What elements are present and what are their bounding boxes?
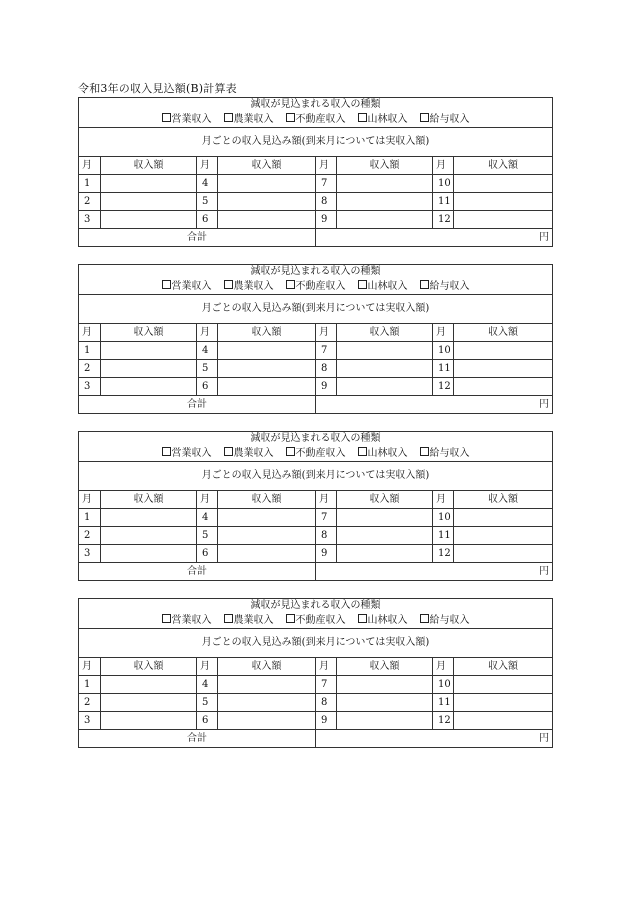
income-type-option[interactable] — [358, 448, 408, 459]
checkbox-icon[interactable] — [358, 280, 367, 289]
income-type-option[interactable] — [224, 114, 274, 125]
month-number: 11 — [433, 694, 454, 712]
month-column-header: 月 — [316, 324, 337, 342]
income-type-label: 給与収入 — [429, 113, 470, 125]
month-number: 10 — [433, 676, 454, 694]
month-number: 6 — [197, 712, 218, 730]
income-type-header: 減収が見込まれる収入の種類 — [79, 432, 553, 446]
amount-column-header: 収入額 — [454, 658, 553, 676]
checkbox-icon[interactable] — [162, 447, 171, 456]
month-column-header: 月 — [79, 324, 101, 342]
income-type-options — [79, 612, 553, 629]
month-number: 9 — [316, 211, 337, 229]
income-type-label: 営業収入 — [171, 113, 212, 125]
month-number: 2 — [79, 527, 101, 545]
amount-column-header: 収入額 — [101, 658, 197, 676]
amount-column-header: 収入額 — [218, 324, 316, 342]
month-row — [79, 676, 553, 694]
amount-input-cell[interactable] — [337, 676, 433, 694]
income-type-option[interactable] — [358, 114, 408, 125]
amount-column-header: 収入額 — [218, 491, 316, 509]
month-column-header: 月 — [197, 324, 218, 342]
income-type-option[interactable] — [162, 114, 212, 125]
month-column-header: 月 — [79, 491, 101, 509]
month-number: 4 — [197, 175, 218, 193]
checkbox-icon[interactable] — [358, 614, 367, 623]
income-type-label: 農業収入 — [233, 280, 274, 292]
amount-input-cell[interactable] — [218, 378, 316, 396]
income-type-option[interactable] — [162, 448, 212, 459]
amount-column-header: 収入額 — [337, 491, 433, 509]
month-number: 2 — [79, 193, 101, 211]
month-row — [79, 694, 553, 712]
amount-input-cell[interactable] — [218, 175, 316, 193]
amount-input-cell[interactable] — [101, 211, 197, 229]
amount-input-cell[interactable] — [337, 712, 433, 730]
income-table — [78, 97, 553, 247]
month-number: 10 — [433, 342, 454, 360]
month-number: 9 — [316, 378, 337, 396]
monthly-amount-title: 月ごとの収入見込み額(到来月については実収入額) — [79, 629, 553, 658]
checkbox-icon[interactable] — [162, 614, 171, 623]
month-number: 5 — [197, 193, 218, 211]
income-type-option[interactable] — [286, 281, 346, 292]
amount-input-cell[interactable] — [454, 360, 553, 378]
column-header-row — [79, 491, 553, 509]
month-row — [79, 193, 553, 211]
amount-column-header: 収入額 — [101, 491, 197, 509]
income-type-option[interactable] — [162, 281, 212, 292]
checkbox-icon[interactable] — [358, 447, 367, 456]
total-label: 合計 — [79, 396, 316, 414]
checkbox-icon[interactable] — [420, 113, 429, 122]
income-type-option[interactable] — [420, 114, 470, 125]
month-column-header: 月 — [433, 658, 454, 676]
month-number: 12 — [433, 211, 454, 229]
month-number: 1 — [79, 509, 101, 527]
amount-input-cell[interactable] — [101, 342, 197, 360]
month-number: 6 — [197, 211, 218, 229]
amount-input-cell[interactable] — [218, 193, 316, 211]
amount-input-cell[interactable] — [337, 378, 433, 396]
month-number: 11 — [433, 360, 454, 378]
income-type-option[interactable] — [420, 281, 470, 292]
amount-input-cell[interactable] — [337, 193, 433, 211]
income-type-label: 不動産収入 — [295, 280, 346, 292]
amount-column-header: 収入額 — [337, 157, 433, 175]
income-calculation-form — [78, 97, 552, 247]
amount-input-cell[interactable] — [337, 509, 433, 527]
income-type-label: 不動産収入 — [295, 113, 346, 125]
amount-input-cell[interactable] — [454, 211, 553, 229]
month-number: 9 — [316, 545, 337, 563]
month-row — [79, 712, 553, 730]
month-number: 3 — [79, 211, 101, 229]
month-number: 7 — [316, 676, 337, 694]
amount-input-cell[interactable] — [101, 694, 197, 712]
month-number: 3 — [79, 545, 101, 563]
income-calculation-form — [78, 264, 552, 414]
month-number: 4 — [197, 509, 218, 527]
month-number: 7 — [316, 342, 337, 360]
month-column-header: 月 — [79, 157, 101, 175]
amount-input-cell[interactable] — [218, 360, 316, 378]
amount-input-cell[interactable] — [454, 712, 553, 730]
month-column-header: 月 — [433, 324, 454, 342]
month-number: 7 — [316, 175, 337, 193]
total-amount-cell[interactable]: 円 — [316, 396, 553, 414]
amount-input-cell[interactable] — [454, 527, 553, 545]
income-type-label: 山林収入 — [367, 280, 408, 292]
income-type-label: 山林収入 — [367, 614, 408, 626]
amount-input-cell[interactable] — [101, 676, 197, 694]
total-label: 合計 — [79, 730, 316, 748]
month-column-header: 月 — [433, 157, 454, 175]
month-number: 1 — [79, 676, 101, 694]
month-number: 1 — [79, 175, 101, 193]
amount-input-cell[interactable] — [337, 211, 433, 229]
amount-input-cell[interactable] — [218, 509, 316, 527]
income-type-option[interactable] — [286, 448, 346, 459]
month-row — [79, 342, 553, 360]
month-number: 4 — [197, 676, 218, 694]
amount-input-cell[interactable] — [337, 342, 433, 360]
month-number: 3 — [79, 378, 101, 396]
month-number: 12 — [433, 378, 454, 396]
month-number: 8 — [316, 527, 337, 545]
month-column-header: 月 — [316, 157, 337, 175]
income-type-option[interactable] — [358, 281, 408, 292]
month-number: 4 — [197, 342, 218, 360]
amount-input-cell[interactable] — [337, 360, 433, 378]
month-number: 11 — [433, 193, 454, 211]
amount-input-cell[interactable] — [218, 676, 316, 694]
checkbox-icon[interactable] — [224, 280, 233, 289]
amount-input-cell[interactable] — [218, 545, 316, 563]
amount-column-header: 収入額 — [218, 658, 316, 676]
column-header-row — [79, 658, 553, 676]
amount-input-cell[interactable] — [218, 527, 316, 545]
income-calculation-form — [78, 598, 552, 748]
amount-input-cell[interactable] — [454, 694, 553, 712]
month-row — [79, 211, 553, 229]
income-type-options — [79, 445, 553, 462]
month-number: 11 — [433, 527, 454, 545]
amount-column-header: 収入額 — [337, 658, 433, 676]
month-number: 10 — [433, 509, 454, 527]
amount-input-cell[interactable] — [101, 545, 197, 563]
amount-column-header: 収入額 — [337, 324, 433, 342]
income-table — [78, 431, 553, 581]
checkbox-icon[interactable] — [286, 280, 295, 289]
month-number: 2 — [79, 694, 101, 712]
month-row — [79, 175, 553, 193]
month-number: 9 — [316, 712, 337, 730]
amount-input-cell[interactable] — [454, 193, 553, 211]
month-number: 6 — [197, 545, 218, 563]
month-row — [79, 527, 553, 545]
income-type-option[interactable] — [224, 448, 274, 459]
amount-input-cell[interactable] — [337, 545, 433, 563]
income-type-option[interactable] — [224, 615, 274, 626]
income-type-option[interactable] — [358, 615, 408, 626]
month-number: 3 — [79, 712, 101, 730]
amount-input-cell[interactable] — [337, 527, 433, 545]
income-type-header: 減収が見込まれる収入の種類 — [79, 265, 553, 279]
amount-input-cell[interactable] — [218, 694, 316, 712]
income-type-header: 減収が見込まれる収入の種類 — [79, 98, 553, 112]
month-column-header: 月 — [433, 491, 454, 509]
income-type-label: 営業収入 — [171, 280, 212, 292]
amount-input-cell[interactable] — [454, 545, 553, 563]
month-number: 12 — [433, 545, 454, 563]
amount-input-cell[interactable] — [101, 509, 197, 527]
checkbox-icon[interactable] — [420, 614, 429, 623]
income-type-options — [79, 111, 553, 128]
month-number: 8 — [316, 193, 337, 211]
amount-input-cell[interactable] — [218, 712, 316, 730]
income-type-label: 給与収入 — [429, 447, 470, 459]
amount-column-header: 収入額 — [454, 324, 553, 342]
checkbox-icon[interactable] — [224, 614, 233, 623]
checkbox-icon[interactable] — [420, 280, 429, 289]
checkbox-icon[interactable] — [286, 113, 295, 122]
month-column-header: 月 — [316, 658, 337, 676]
amount-input-cell[interactable] — [101, 193, 197, 211]
income-type-label: 給与収入 — [429, 614, 470, 626]
page-title: 令和3年の収入見込額(B)計算表 — [78, 82, 237, 95]
month-number: 5 — [197, 527, 218, 545]
month-number: 8 — [316, 694, 337, 712]
month-column-header: 月 — [197, 491, 218, 509]
income-type-option[interactable] — [420, 615, 470, 626]
amount-input-cell[interactable] — [218, 211, 316, 229]
monthly-amount-title: 月ごとの収入見込み額(到来月については実収入額) — [79, 462, 553, 491]
amount-input-cell[interactable] — [101, 527, 197, 545]
checkbox-icon[interactable] — [286, 447, 295, 456]
amount-input-cell[interactable] — [218, 342, 316, 360]
amount-input-cell[interactable] — [101, 175, 197, 193]
income-type-label: 農業収入 — [233, 113, 274, 125]
checkbox-icon[interactable] — [358, 113, 367, 122]
total-amount-cell[interactable]: 円 — [316, 229, 553, 247]
amount-column-header: 収入額 — [454, 157, 553, 175]
amount-input-cell[interactable] — [454, 509, 553, 527]
month-number: 10 — [433, 175, 454, 193]
column-header-row — [79, 157, 553, 175]
month-number: 2 — [79, 360, 101, 378]
amount-input-cell[interactable] — [454, 342, 553, 360]
income-type-option[interactable] — [162, 615, 212, 626]
amount-column-header: 収入額 — [218, 157, 316, 175]
income-type-label: 不動産収入 — [295, 614, 346, 626]
income-type-label: 農業収入 — [233, 447, 274, 459]
income-calculation-form — [78, 431, 552, 581]
income-type-label: 営業収入 — [171, 614, 212, 626]
total-amount-cell[interactable]: 円 — [316, 730, 553, 748]
income-type-label: 山林収入 — [367, 447, 408, 459]
amount-input-cell[interactable] — [101, 360, 197, 378]
month-number: 5 — [197, 360, 218, 378]
checkbox-icon[interactable] — [224, 447, 233, 456]
amount-input-cell[interactable] — [337, 175, 433, 193]
income-table — [78, 264, 553, 414]
month-row — [79, 509, 553, 527]
checkbox-icon[interactable] — [286, 614, 295, 623]
total-amount-cell[interactable]: 円 — [316, 563, 553, 581]
month-column-header: 月 — [197, 157, 218, 175]
month-number: 12 — [433, 712, 454, 730]
forms-container — [78, 97, 552, 765]
income-type-options — [79, 278, 553, 295]
checkbox-icon[interactable] — [224, 113, 233, 122]
total-label: 合計 — [79, 563, 316, 581]
month-column-header: 月 — [79, 658, 101, 676]
income-type-label: 不動産収入 — [295, 447, 346, 459]
income-type-header: 減収が見込まれる収入の種類 — [79, 599, 553, 613]
amount-input-cell[interactable] — [101, 712, 197, 730]
month-column-header: 月 — [316, 491, 337, 509]
amount-input-cell[interactable] — [454, 175, 553, 193]
income-type-option[interactable] — [286, 114, 346, 125]
total-label: 合計 — [79, 229, 316, 247]
monthly-amount-title: 月ごとの収入見込み額(到来月については実収入額) — [79, 295, 553, 324]
month-number: 7 — [316, 509, 337, 527]
income-type-option[interactable] — [224, 281, 274, 292]
income-type-label: 山林収入 — [367, 113, 408, 125]
month-number: 6 — [197, 378, 218, 396]
amount-column-header: 収入額 — [101, 157, 197, 175]
month-row — [79, 378, 553, 396]
amount-input-cell[interactable] — [454, 676, 553, 694]
income-type-option[interactable] — [286, 615, 346, 626]
month-row — [79, 360, 553, 378]
checkbox-icon[interactable] — [162, 113, 171, 122]
income-type-label: 給与収入 — [429, 280, 470, 292]
amount-column-header: 収入額 — [101, 324, 197, 342]
checkbox-icon[interactable] — [420, 447, 429, 456]
income-type-option[interactable] — [420, 448, 470, 459]
month-number: 1 — [79, 342, 101, 360]
income-type-label: 営業収入 — [171, 447, 212, 459]
amount-input-cell[interactable] — [101, 378, 197, 396]
month-number: 8 — [316, 360, 337, 378]
month-number: 5 — [197, 694, 218, 712]
monthly-amount-title: 月ごとの収入見込み額(到来月については実収入額) — [79, 128, 553, 157]
checkbox-icon[interactable] — [162, 280, 171, 289]
month-column-header: 月 — [197, 658, 218, 676]
amount-input-cell[interactable] — [337, 694, 433, 712]
amount-input-cell[interactable] — [454, 378, 553, 396]
income-table — [78, 598, 553, 748]
income-type-label: 農業収入 — [233, 614, 274, 626]
amount-column-header: 収入額 — [454, 491, 553, 509]
column-header-row — [79, 324, 553, 342]
month-row — [79, 545, 553, 563]
